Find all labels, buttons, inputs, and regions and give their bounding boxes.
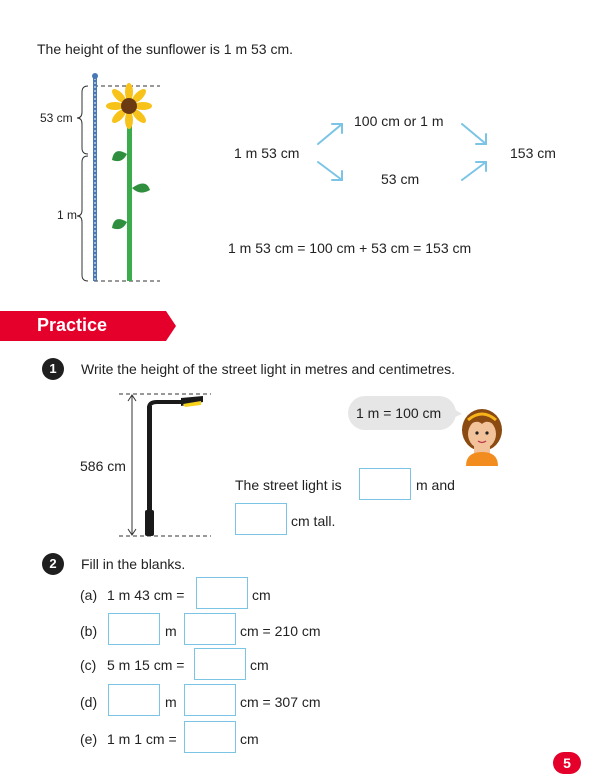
q2c-label: (c) xyxy=(80,657,97,673)
q2d-tail: cm = 307 cm xyxy=(240,694,321,710)
practice-title: Practice xyxy=(37,315,108,335)
q2b-label: (b) xyxy=(80,623,98,639)
q2d-label: (d) xyxy=(80,694,98,710)
q2c-unit: cm xyxy=(250,657,269,673)
q2d-metres-box[interactable] xyxy=(108,684,160,716)
question-2-number: 2 xyxy=(42,553,64,575)
page-number: 5 xyxy=(553,752,581,774)
q2b-tail: cm = 210 cm xyxy=(240,623,321,639)
q2d-m-unit: m xyxy=(165,694,177,710)
question-1-instruction: Write the height of the street light in metres and centimetres. xyxy=(81,361,456,377)
q2c-expression: 5 m 15 cm = xyxy=(107,657,185,673)
label-1m: 1 m xyxy=(57,208,78,222)
q2a-expression: 1 m 43 cm = xyxy=(107,587,185,603)
q2e-label: (e) xyxy=(80,731,98,747)
q2e-answer-box[interactable] xyxy=(184,721,236,753)
answer-prefix: The street light is xyxy=(235,477,342,493)
q2a-answer-box[interactable] xyxy=(196,577,248,609)
decompose-top: 100 cm or 1 m xyxy=(354,113,444,129)
q2a-label: (a) xyxy=(80,587,98,603)
q2a-unit: cm xyxy=(252,587,271,603)
answer-m-label: m and xyxy=(416,477,455,493)
decompose-bottom: 53 cm xyxy=(381,171,420,187)
q2b-m-unit: m xyxy=(165,623,177,639)
intro-equation: 1 m 53 cm = 100 cm + 53 cm = 153 cm xyxy=(228,240,472,256)
street-light-illustration xyxy=(115,388,215,543)
decompose-result: 153 cm xyxy=(510,145,556,161)
answer-cm-label: cm tall. xyxy=(291,513,336,529)
q2b-centimetres-box[interactable] xyxy=(184,613,236,645)
label-53cm: 53 cm xyxy=(40,111,73,125)
q2e-unit: cm xyxy=(240,731,259,747)
answer-box-centimetres[interactable] xyxy=(235,503,287,535)
sunflower-illustration xyxy=(30,70,170,290)
q2e-expression: 1 m 1 cm = xyxy=(107,731,177,747)
q2b-metres-box[interactable] xyxy=(108,613,160,645)
girl-avatar xyxy=(456,402,508,466)
street-light-height-label: 586 cm xyxy=(80,458,126,474)
question-1-number: 1 xyxy=(42,358,64,380)
q2c-answer-box[interactable] xyxy=(194,648,246,680)
decompose-arrows xyxy=(310,118,500,188)
speech-text: 1 m = 100 cm xyxy=(356,405,442,421)
question-2-instruction: Fill in the blanks. xyxy=(81,556,186,572)
intro-sentence: The height of the sunflower is 1 m 53 cm. xyxy=(37,41,294,57)
answer-box-metres[interactable] xyxy=(359,468,411,500)
decompose-start: 1 m 53 cm xyxy=(234,145,300,161)
q2d-centimetres-box[interactable] xyxy=(184,684,236,716)
